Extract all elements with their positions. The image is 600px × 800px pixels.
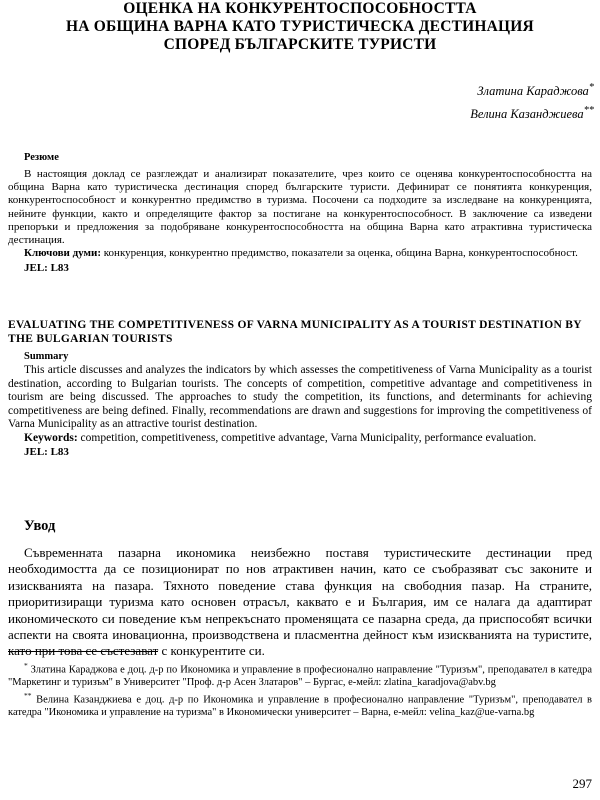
author-2: Велина Казанджиева** (470, 105, 594, 122)
summary-keywords: Keywords: competition, competitiveness, competitive advantage, Varna Municipality, performance evaluation. (24, 431, 537, 444)
resume-jel: JEL: L83 (24, 262, 69, 275)
english-title: EVALUATING THE COMPETITIVENESS OF VARNA MUNICIPALITY AS A TOURIST DESTINATION BY THE BULGARIAN TOURISTS (8, 319, 582, 345)
resume-block (8, 152, 592, 274)
title-line-3: СПОРЕД БЪЛГАРСКИТЕ ТУРИСТИ (163, 36, 437, 53)
title-line-2: НА ОБЩИНА ВАРНА КАТО ТУРИСТИЧЕСКА ДЕСТИНАЦИЯ (66, 18, 534, 35)
summary-jel: JEL: L83 (24, 445, 69, 458)
english-block (8, 318, 592, 458)
resume-keywords: Ключови думи: конкуренция, конкурентно предимство, показатели за оценка, община Варна, конкурентоспособност. (24, 247, 578, 260)
section-heading: Увод (24, 518, 56, 534)
section-text: Съвременната пазарна икономика неизбежно поставя туристическите дестинации пред необходимостта да се позиционират по нов атрактивен начин, като се съобразяват със законите и изискванията на пазара. Тяхното поведение става функция на свободния пазар. На страните, приоритизиращи туризма като основен отрасъл, каквато е и България, им се налага да адаптират икономическото си поведение към непрекъснато променящата се пазарна среда, да приспособят всички аспекти на своята иновационна, производствена и пласментна дейност към изискванията на туристите, като при това се състезават с конкурентите си. (8, 545, 592, 659)
summary-heading: Summary (24, 351, 69, 362)
resume-heading: Резюме (24, 152, 59, 163)
resume-text: В настоящия доклад се разглеждат и анализират показателите, чрез които се оценява конкурентоспособността на община Варна като туристическа дестинация според българските туристи. Дефинират се понятията конкуренция, конкурентоспособност и конкурентно предимство в туризма. Посочени са подходите за изследване на конкуренцията, нейните функции, както и определящите фактор за постигане на конкурентоспособност. В заключение са изведени препоръки и предложения за подобряване конкурентоспособността на община Варна като атрактивна туристическа дестинация. (8, 168, 592, 247)
authors-block (470, 78, 594, 124)
title-line-1: ОЦЕНКА НА КОНКУРЕНТОСПОСОБНОСТТА (123, 0, 477, 17)
footnote-2: ** Велина Казанджиева е доц. д-р по Икономика и управление в професионално направление "Туризъм", преподавател в катедра "Икономика и управление на туризма" в Икономически университет – Варна, е-мейл: velina_kaz@ue-varna.bg (8, 690, 592, 718)
resume-keywords-label: Ключови думи: (24, 247, 102, 260)
summary-text: This article discusses and analyzes the indicators by which assesses the competitiveness of Varna Municipality as a tourist destination, according to Bulgarian tourists. The concepts of competition, competitive advantage and competitiveness in tourism are being discussed. The approaches to study the competition, its functions, and determinants for achieving competitiveness are being defined. Finally, recommendations are drawn and suggestions for improving the competitiveness of Varna Municipality as an attractive tourist destination. (8, 364, 592, 431)
footnotes (8, 660, 592, 719)
intro-section (8, 518, 592, 660)
footnote-1: * Златина Караджова е доц. д-р по Икономика и управление в професионално направление "Туризъм", преподавател в катедра "Маркетинг и туризъм" в Университет "Проф. д-р Асен Златаров" – Бургас, е-мейл: zlatina_karadjova@abv.bg (8, 661, 592, 689)
summary-keywords-label: Keywords: (24, 431, 78, 444)
page-number: 297 (572, 776, 592, 791)
paper-title (20, 0, 580, 54)
footnote-separator (8, 651, 158, 652)
author-1: Златина Караджова* (477, 82, 594, 99)
